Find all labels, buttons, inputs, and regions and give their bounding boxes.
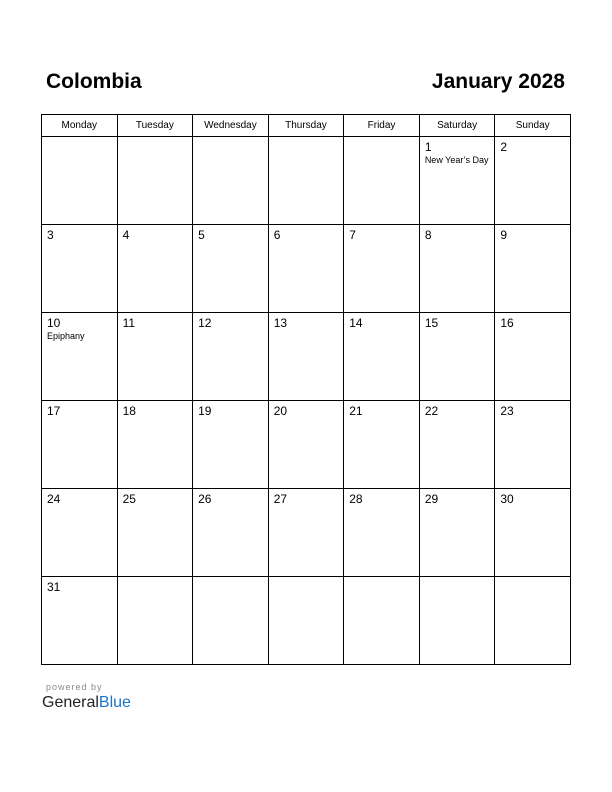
day-number: 27 <box>273 492 288 506</box>
brand-general: General <box>42 694 99 711</box>
day-number: 21 <box>349 404 363 418</box>
day-number: 25 <box>122 492 136 506</box>
weekday-header: Thursday <box>268 115 344 137</box>
day-cell <box>117 401 193 489</box>
week-row <box>42 489 571 577</box>
day-cell <box>42 313 118 401</box>
day-number: 17 <box>47 404 61 418</box>
day-cell <box>419 313 495 401</box>
day-number: 29 <box>424 492 439 506</box>
day-cell <box>42 225 118 313</box>
country-title: Colombia <box>46 70 142 93</box>
day-number: 9 <box>500 228 508 242</box>
day-cell <box>495 137 571 225</box>
weekday-header: Friday <box>344 115 420 137</box>
day-number: 23 <box>500 404 514 418</box>
brand-blue: Blue <box>98 694 131 711</box>
week-row <box>42 401 571 489</box>
day-cell <box>117 577 193 665</box>
day-number: 28 <box>349 492 363 506</box>
day-number: 20 <box>273 404 288 418</box>
day-cell <box>344 137 420 225</box>
weekday-header: Wednesday <box>193 115 269 137</box>
day-cell <box>419 225 495 313</box>
day-cell <box>193 401 269 489</box>
day-cell <box>495 577 571 665</box>
day-cell <box>419 577 495 665</box>
weekday-header: Monday <box>42 115 118 137</box>
day-number: 7 <box>349 228 356 242</box>
powered-by-text: powered by <box>46 682 103 692</box>
day-number: 30 <box>500 492 514 506</box>
day-cell <box>117 137 193 225</box>
day-number: 1 <box>424 140 432 154</box>
week-row <box>42 225 571 313</box>
day-cell <box>193 313 269 401</box>
day-number: 18 <box>122 404 136 418</box>
generalblue-logo[interactable] <box>42 694 131 712</box>
day-number: 11 <box>122 316 136 330</box>
day-cell <box>268 489 344 577</box>
day-cell <box>42 489 118 577</box>
day-cell <box>344 225 420 313</box>
week-row <box>42 137 571 225</box>
day-cell <box>495 401 571 489</box>
day-number: 3 <box>47 228 54 242</box>
day-number: 31 <box>47 580 61 594</box>
day-number: 16 <box>500 316 514 330</box>
day-cell <box>268 137 344 225</box>
weekday-header: Sunday <box>495 115 571 137</box>
holiday-label: Epiphany <box>47 331 85 341</box>
calendar-grid <box>41 114 571 665</box>
day-cell <box>344 313 420 401</box>
day-cell <box>419 401 495 489</box>
day-cell <box>268 401 344 489</box>
weekday-header: Saturday <box>419 115 495 137</box>
day-number: 24 <box>47 492 61 506</box>
day-cell <box>268 225 344 313</box>
day-number: 5 <box>198 228 205 242</box>
day-number: 13 <box>273 316 288 330</box>
day-cell <box>419 489 495 577</box>
weekday-header: Tuesday <box>117 115 193 137</box>
day-cell <box>268 577 344 665</box>
day-number: 12 <box>198 316 212 330</box>
holiday-label: New Year’s Day <box>424 155 489 165</box>
day-cell <box>42 137 118 225</box>
day-cell <box>344 401 420 489</box>
day-cell <box>495 489 571 577</box>
week-row <box>42 313 571 401</box>
day-cell <box>117 489 193 577</box>
day-cell <box>117 225 193 313</box>
day-number: 22 <box>424 404 439 418</box>
weekday-header-row <box>42 115 571 137</box>
day-cell <box>42 577 118 665</box>
day-cell <box>495 313 571 401</box>
day-number: 10 <box>47 316 61 330</box>
day-cell <box>193 225 269 313</box>
day-cell <box>495 225 571 313</box>
day-number: 2 <box>500 140 508 154</box>
day-cell <box>344 489 420 577</box>
day-cell <box>344 577 420 665</box>
day-number: 26 <box>198 492 212 506</box>
month-year-title: January 2028 <box>431 70 565 93</box>
day-number: 6 <box>273 228 281 242</box>
day-number: 15 <box>424 316 439 330</box>
day-cell <box>193 577 269 665</box>
day-cell <box>193 489 269 577</box>
day-cell <box>419 137 495 225</box>
day-cell <box>268 313 344 401</box>
day-cell <box>193 137 269 225</box>
week-row <box>42 577 571 665</box>
day-number: 8 <box>424 228 432 242</box>
day-number: 4 <box>122 228 130 242</box>
day-cell <box>42 401 118 489</box>
day-number: 19 <box>198 404 212 418</box>
day-cell <box>117 313 193 401</box>
day-number: 14 <box>349 316 363 330</box>
